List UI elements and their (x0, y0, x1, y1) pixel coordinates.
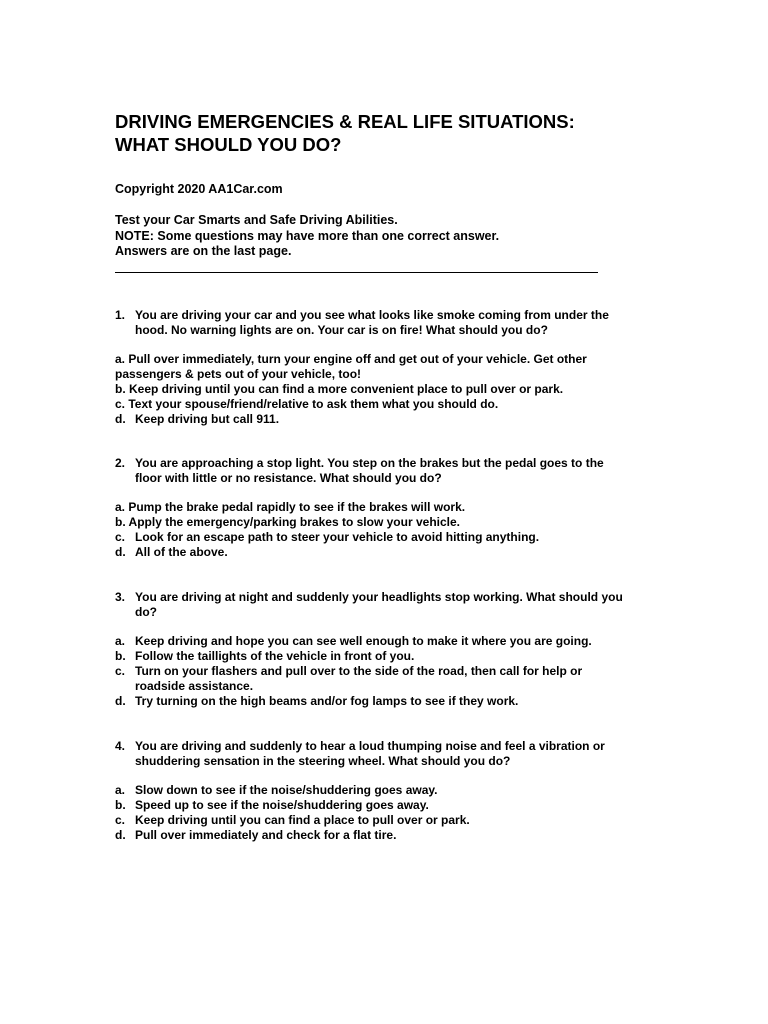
question-text (135, 456, 655, 486)
answer-line: Keep driving but call 911. (135, 412, 280, 426)
answer-line: Turn on your flashers and pull over to the side of the road, then call for help or (135, 664, 583, 678)
question-line: You are approaching a stop light. You step on the brakes but the pedal goes to the (135, 456, 604, 470)
answer-option-d (115, 412, 655, 427)
answer-line: b. Apply the emergency/parking brakes to slow your vehicle. (115, 515, 460, 529)
answer-label: d. (115, 828, 126, 842)
answer-option-d (115, 694, 655, 709)
document-title (115, 110, 675, 156)
answer-line: Speed up to see if the noise/shuddering goes away. (135, 798, 429, 812)
question-number: 2. (115, 456, 126, 470)
answer-line: a. Pump the brake pedal rapidly to see if the brakes will work. (115, 500, 466, 514)
answer-option-b (115, 515, 655, 530)
answer-list-4 (115, 783, 655, 843)
question-number: 3. (115, 590, 126, 604)
answer-option-d (115, 828, 655, 843)
answer-option-c (115, 530, 655, 545)
question-line: shuddering sensation in the steering wheel. What should you do? (135, 754, 511, 768)
intro-notes (115, 213, 499, 260)
question-text (135, 590, 655, 620)
answer-line: Pull over immediately and check for a flat tire. (135, 828, 397, 842)
divider-line (115, 272, 598, 273)
answer-line: Slow down to see if the noise/shuddering goes away. (135, 783, 438, 797)
question-number: 4. (115, 739, 126, 753)
answer-label: b. (115, 798, 126, 812)
answer-line: Try turning on the high beams and/or fog lamps to see if they work. (135, 694, 519, 708)
answer-option-a (115, 634, 655, 649)
answer-label: d. (115, 694, 126, 708)
question-text (135, 739, 655, 769)
question-line: hood. No warning lights are on. Your car is on fire! What should you do? (135, 323, 548, 337)
answer-line: Look for an escape path to steer your vehicle to avoid hitting anything. (135, 530, 540, 544)
answer-line: Keep driving and hope you can see well enough to make it where you are going. (135, 634, 592, 648)
answer-label: c. (115, 813, 126, 827)
intro-line: NOTE: Some questions may have more than one correct answer. (115, 228, 500, 243)
answer-label: a. (115, 634, 126, 648)
answer-label: b. (115, 649, 126, 663)
answer-label: d. (115, 545, 126, 559)
answer-option-a (115, 352, 655, 382)
question-1 (115, 308, 655, 338)
question-text (135, 308, 655, 338)
question-line: You are driving and suddenly to hear a loud thumping noise and feel a vibration or (135, 739, 605, 753)
answer-option-a (115, 500, 655, 515)
answer-line: Keep driving until you can find a place to pull over or park. (135, 813, 470, 827)
title-line: DRIVING EMERGENCIES & REAL LIFE SITUATIONS: (115, 111, 575, 132)
answer-option-b (115, 649, 655, 664)
intro-line: Test your Car Smarts and Safe Driving Abilities. (115, 213, 398, 227)
answer-label: c. (115, 664, 126, 678)
answer-list-3 (115, 634, 655, 709)
answer-list-2 (115, 500, 655, 560)
answer-line: b. Keep driving until you can find a more convenient place to pull over or park. (115, 382, 564, 396)
question-line: You are driving at night and suddenly your headlights stop working. What should you (135, 590, 623, 604)
answer-option-c (115, 397, 655, 412)
answer-option-b (115, 382, 655, 397)
answer-option-d (115, 545, 655, 560)
question-2 (115, 456, 655, 486)
answer-line: roadside assistance. (135, 679, 254, 693)
question-number: 1. (115, 308, 126, 322)
question-line: floor with little or no resistance. What should you do? (135, 471, 442, 485)
answer-option-b (115, 798, 655, 813)
answer-line: c. Text your spouse/friend/relative to ask them what you should do. (115, 397, 499, 411)
answer-line: passengers & pets out of your vehicle, too! (115, 367, 362, 381)
answer-line: a. Pull over immediately, turn your engine off and get out of your vehicle. Get other (115, 352, 587, 366)
intro-line: Answers are on the last page. (115, 244, 292, 258)
copyright-notice: Copyright 2020 AA1Car.com (115, 182, 283, 196)
title-line: WHAT SHOULD YOU DO? (115, 134, 342, 155)
question-4 (115, 739, 655, 769)
answer-label: a. (115, 783, 126, 797)
answer-list-1 (115, 352, 655, 427)
question-line: do? (135, 605, 157, 619)
question-3 (115, 590, 655, 620)
answer-label: d. (115, 412, 126, 426)
answer-option-a (115, 783, 655, 798)
answer-line: All of the above. (135, 545, 228, 559)
question-line: You are driving your car and you see what looks like smoke coming from under the (135, 308, 609, 322)
answer-line: Follow the taillights of the vehicle in front of you. (135, 649, 415, 663)
answer-option-c (115, 813, 655, 828)
answer-label: c. (115, 530, 126, 544)
answer-option-c (115, 664, 655, 694)
